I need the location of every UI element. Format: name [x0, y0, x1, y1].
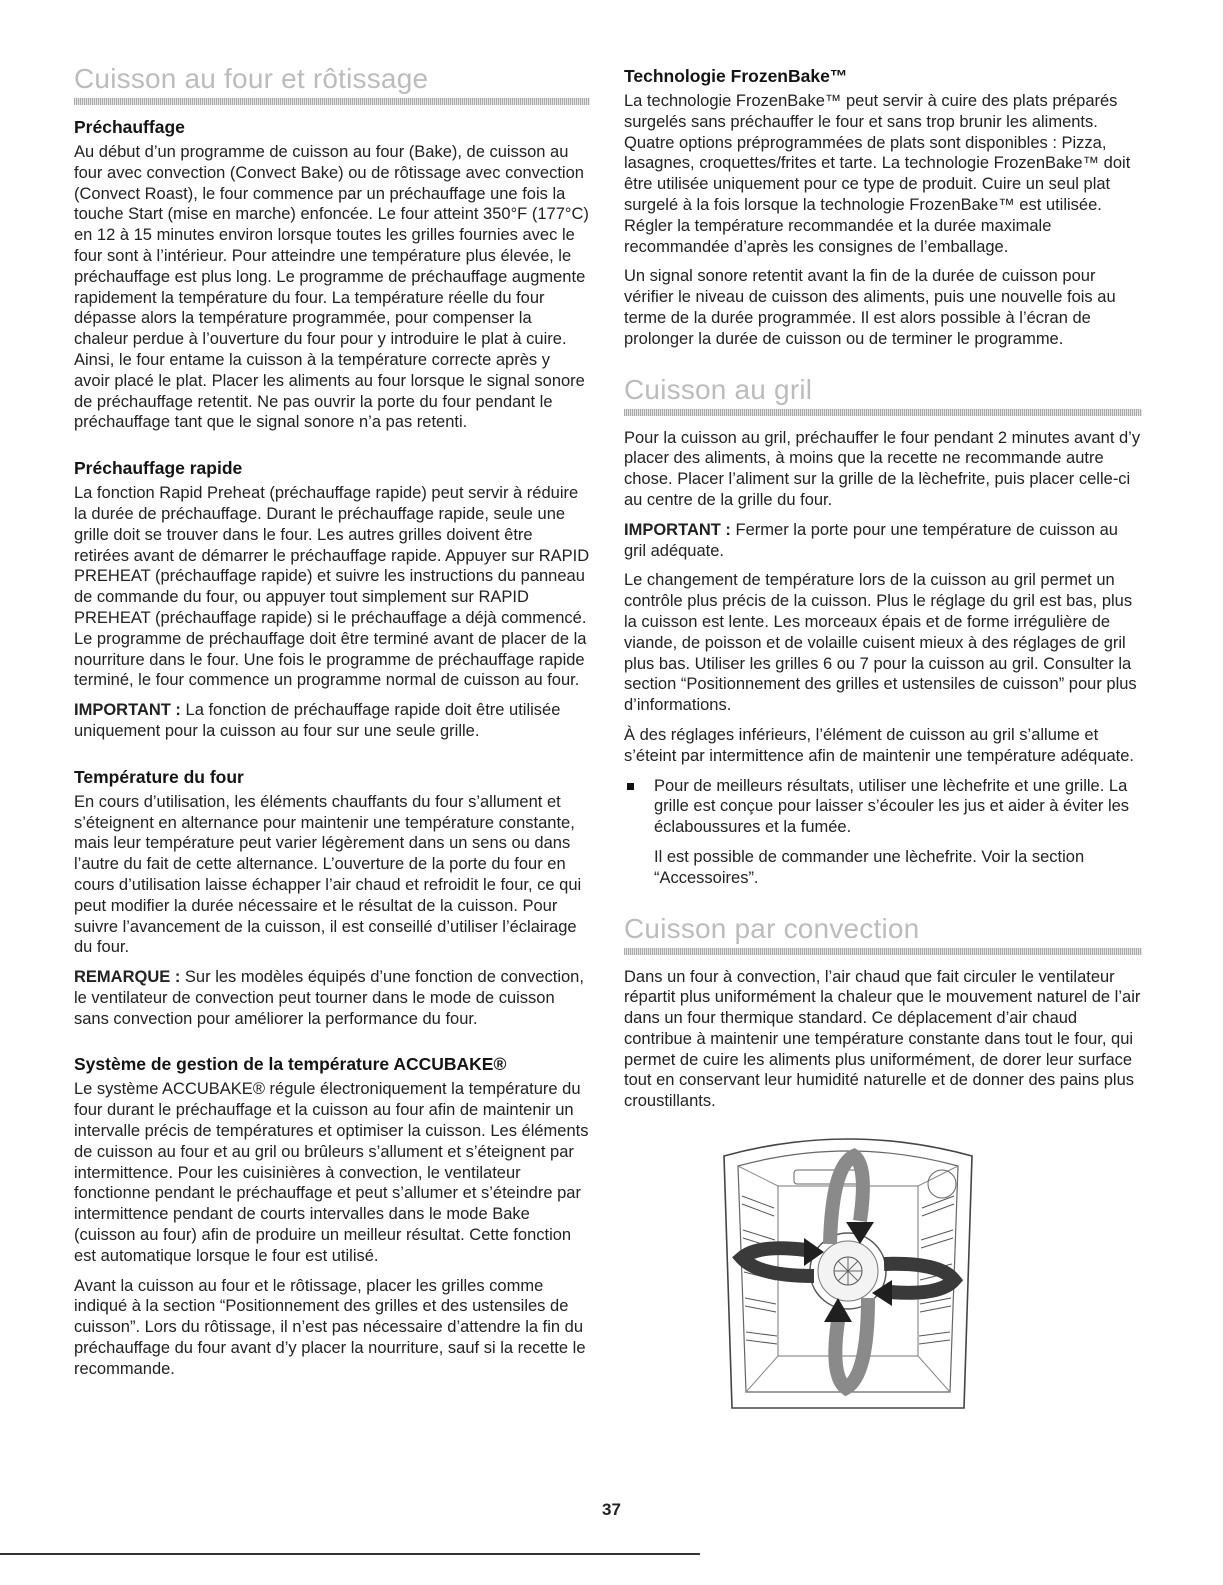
paragraph-preheat: Au début d’un programme de cuisson au four (Bake), de cuisson au four avec convection (Convect Bake) ou de rôtissage avec convection (Convect Roast), le four commence par un préchauffage une fois la touche Start (mise en marche) enfoncée. Le four atteint 350°F (177°C) en 12 à 15 minutes environ lorsque toutes les grilles fournies avec le four sont à l’intérieur. Pour atteindre une température plus élevée, le préchauffage est plus long. Le programme de préchauffage augmente rapidement la température du four. La température réelle du four dépasse alors la température programmée, pour compenser la chaleur perdue à l’ouverture du four pour y introduire le plat à cuire. Ainsi, le four entame la cuisson à la température correcte après y avoir placé le plat. Placer les aliments au four lorsque le signal sonore de préchauffage retentit. Ne pas ouvrir la porte du four pendant le préchauffage tant que le signal sonore n’a pas retenti.: [74, 143, 589, 432]
bullet-text: Pour de meilleurs résultats, utiliser une lèchefrite et une grille. La grille est conçue pour laisser s’écouler les jus et aider à éviter les éclaboussures et la fumée.: [654, 776, 1130, 837]
section-title-broil: Cuisson au gril: [624, 373, 813, 405]
heading-rapid-preheat: Préchauffage rapide: [74, 458, 243, 479]
section-title-underline: [624, 948, 1142, 955]
bullet-broil: [624, 776, 1142, 838]
left-column: [74, 60, 590, 1389]
heading-frozenbake: Technologie FrozenBake™: [624, 66, 848, 86]
note-label: REMARQUE :: [74, 968, 181, 987]
oven-fan-diagram: [718, 1126, 978, 1412]
paragraph-accubake-1: Le système ACCUBAKE® régule électroniquement la température du four durant le préchauffage et la cuisson au four afin de maintenir un intervalle précis de températures et optimiser la cuisson. Les éléments de cuisson au four et au gril ou brûleurs s’allument et s’éteignent par intermittence. Pour les cuisinières à convection, le ventilateur fonctionne pendant le préchauffage et peut s’allumer et s’éteindre par intermittence pendant de courts intervalles dans le mode Bake (cuisson au four) afin de produire un meilleur résultat. Cette fonction est automatique lorsque le four est utilisé.: [74, 1080, 589, 1265]
heading-accubake: Système de gestion de la température ACCUBAKE®: [74, 1054, 507, 1075]
bullet-note: Il est possible de commander une lèchefrite. Voir la section “Accessoires”.: [654, 847, 1085, 887]
paragraph-rapid-preheat: La fonction Rapid Preheat (préchauffage rapide) peut servir à réduire la durée de préchauffage. Durant le préchauffage rapide, seule une grille doit se trouver dans le four. Les autres grilles doivent être retirées avant de démarrer le préchauffage rapide. Appuyer sur RAPID PREHEAT (préchauffage rapide) et suivre les instructions du panneau de commande du four, ou appuyer tout simplement sur RAPID PREHEAT (préchauffage rapide) si le préchauffage a déjà commencé. Le programme de préchauffage doit être terminé avant de placer de la nourriture dans le four. Une fois le programme de préchauffage rapide terminé, le four commence un programme normal de cuisson au four.: [74, 484, 590, 690]
section-title-underline: [74, 98, 590, 105]
paragraph-frozenbake-1: La technologie FrozenBake™ peut servir à cuire des plats préparés surgelés sans préchauffer le four et sans trop brunir les aliments. Quatre options préprogrammées de plats sont disponibles : Pizza, lasagnes, croquettes/frites et tarte. La technologie FrozenBake™ doit être utilisée uniquement pour ce type de produit. Cuire un seul plat surgelé à la fois lorsque la technologie FrozenBake™ est utilisée. Régler la température recommandée et la durée maximale recommandée d’après les consignes de l’emballage.: [624, 92, 1131, 256]
paragraph-oven-temperature: En cours d’utilisation, les éléments chauffants du four s’allument et s’éteignent en alternance pour maintenir une température constante, mais leur température peut varier légèrement dans un sens ou dans l’autre du fait de cette alternance. L’ouverture de la porte du four en cours d’utilisation laisse échapper l’air chaud et refroidit le four, ce qui peut modifier la durée nécessaire et le résultat de la cuisson. Pour suivre l’avancement de la cuisson, il est conseillé d’utiliser l’éclairage du four.: [74, 792, 582, 957]
paragraph-broil-2: Le changement de température lors de la cuisson au gril permet un contrôle plus précis de la cuisson. Plus le réglage du gril est bas, plus la cuisson est lente. Les morceaux épais et de forme irrégulière de viande, de poisson et de volaille cuisent mieux à des réglages de gril plus bas. Utiliser les grilles 6 ou 7 pour la cuisson au gril. Consulter la section “Positionnement des grilles et ustensiles de cuisson” pour plus d’informations.: [624, 571, 1137, 715]
paragraph-convection: Dans un four à convection, l’air chaud que fait circuler le ventilateur répartit plus uniformément la chaleur que le mouvement naturel de l’air dans un four thermique standard. Ce déplacement d’air chaud contribue à maintenir une température constante dans tout le four, qui permet de cuire les aliments plus uniformément, de dorer leur surface tout en conservant leur humidité naturelle et de donner des pains plus croustillants.: [624, 967, 1141, 1111]
section-title-bake-roast: Cuisson au four et rôtissage: [74, 63, 429, 94]
important-text: La fonction de préchauffage rapide doit être utilisée uniquement pour la cuisson au four sur une seule grille.: [74, 701, 561, 740]
convection-oven-illustration: [718, 1126, 978, 1412]
paragraph-accubake-2: Avant la cuisson au four et le rôtissage, placer les grilles comme indiqué à la section “Positionnement des grilles et des ustensiles de cuisson”. Lors du rôtissage, il n’est pas nécessaire d’attendre la fin du préchauffage du four avant d’y placer la nourriture, sauf si la recette le recommande.: [74, 1276, 586, 1378]
page-number: 37: [602, 1500, 621, 1519]
bullet-square-icon: [627, 783, 634, 790]
paragraph-frozenbake-2: Un signal sonore retentit avant la fin de la durée de cuisson pour vérifier le niveau de cuisson des aliments, puis une nouvelle fois au terme de la durée programmée. Il est alors possible à l’écran de prolonger la durée de cuisson ou de terminer le programme.: [624, 267, 1116, 348]
section-title-underline: [624, 409, 1142, 416]
heading-preheat: Préchauffage: [74, 117, 185, 137]
important-text: Fermer la porte pour une température de cuisson au gril adéquate.: [624, 520, 1118, 560]
right-column: [624, 60, 1142, 1412]
page-bottom-rule: [0, 1553, 700, 1555]
important-broil: [624, 520, 1142, 562]
important-label: IMPORTANT :: [74, 701, 181, 720]
note-text: Sur les modèles équipés d’une fonction de convection, le ventilateur de convection peut tourner dans le mode de cuisson sans convection pour améliorer la performance du four.: [74, 968, 584, 1028]
paragraph-broil-3: À des réglages inférieurs, l’élément de cuisson au gril s’allume et s’éteint par intermittence afin de maintenir une température adéquate.: [624, 725, 1134, 765]
paragraph-broil-1: Pour la cuisson au gril, préchauffer le four pendant 2 minutes avant d’y placer des aliments, à moins que la recette ne recommande autre chose. Placer l’aliment sur la grille de la lèchefrite, puis placer celle-ci au centre de la grille du four.: [624, 428, 1141, 509]
section-title-convection: Cuisson par convection: [624, 912, 920, 944]
heading-oven-temperature: Température du four: [74, 766, 244, 787]
note-oven-temperature: [74, 967, 590, 1029]
important-rapid-preheat: [74, 700, 590, 742]
important-label: IMPORTANT :: [624, 520, 731, 539]
